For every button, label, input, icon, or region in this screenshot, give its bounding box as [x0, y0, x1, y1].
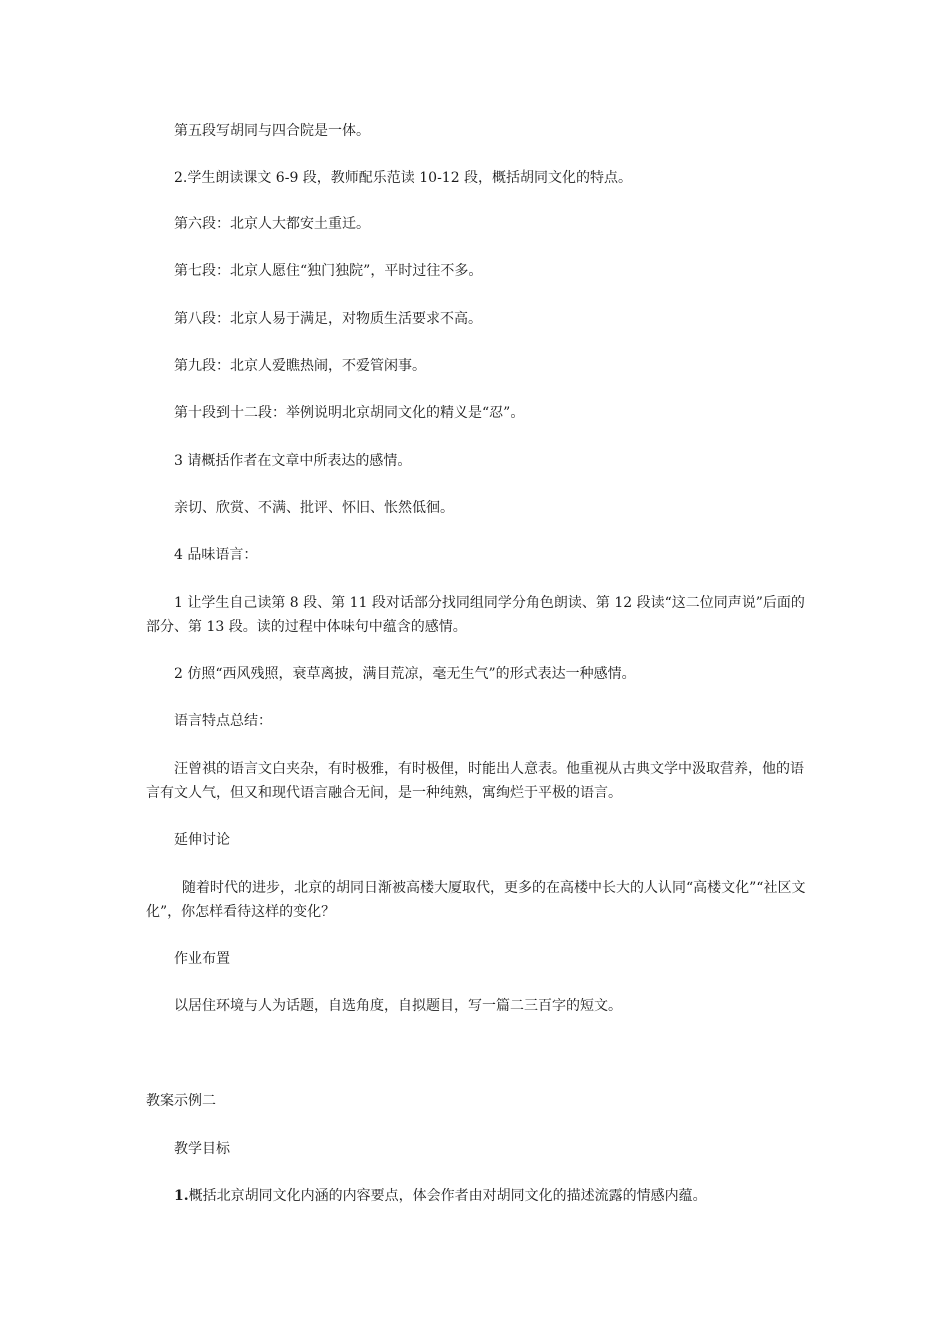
paragraph-language-summary-heading: 语言特点总结：	[174, 713, 272, 729]
paragraph-imitation-task: 2 仿照“西风残照，衰草离披，满目荒凉，毫无生气”的形式表达一种感情。	[174, 666, 636, 682]
paragraph-section8: 第八段：北京人易于满足，对物质生活要求不高。	[174, 311, 482, 327]
section-title-example2: 教案示例二	[146, 1093, 216, 1109]
paragraph-teaching-goals-heading: 教学目标	[174, 1141, 230, 1157]
paragraph-section6: 第六段：北京人大都安土重迁。	[174, 216, 370, 232]
paragraph-emotions: 亲切、欣赏、不满、批评、怀旧、怅然低徊。	[174, 500, 454, 516]
goal-text: 概括北京胡同文化内涵的内容要点，体会作者由对胡同文化的描述流露的情感内蕴。	[188, 1188, 707, 1204]
paragraph-language-summary: 汪曾祺的语言文白夹杂，有时极雅，有时极俚，时能出人意表。他重视从古典文学中汲取营养，他的语言有文人气，但又和现代语言融合无间，是一种纯熟，寓绚烂于平极的语言。	[146, 761, 804, 801]
paragraph-section7: 第七段：北京人愿住“独门独院”，平时过往不多。	[174, 263, 483, 279]
paragraph-section9: 第九段：北京人爱瞧热闹，不爱管闲事。	[174, 358, 426, 374]
goal-number: 1.	[174, 1188, 189, 1204]
paragraph-question3: 3 请概括作者在文章中所表达的感情。	[174, 453, 412, 469]
paragraph-reading-task: 1 让学生自己读第 8 段、第 11 段对话部分找同组同学分角色朗读、第 12 段读“这二位同声说”后面的部分、第 13 段。读的过程中体味句中蕴含的感情。	[146, 595, 805, 635]
paragraph-extension-heading: 延伸讨论	[174, 832, 230, 848]
paragraph-goal-1	[146, 1184, 811, 1208]
paragraph-language-heading: 4 品味语言：	[174, 547, 258, 563]
paragraph-extension-question: 随着时代的进步，北京的胡同日渐被高楼大厦取代，更多的在高楼中长大的人认同“高楼文化”“社区文化”，你怎样看待这样的变化？	[146, 880, 806, 920]
paragraph-section5: 第五段写胡同与四合院是一体。	[174, 123, 370, 139]
paragraph-step2: 2.学生朗读课文 6-9 段，教师配乐范读 10-12 段，概括胡同文化的特点。	[174, 170, 633, 186]
paragraph-section10-12: 第十段到十二段：举例说明北京胡同文化的精义是“忍”。	[174, 405, 525, 421]
paragraph-homework-heading: 作业布置	[174, 951, 230, 967]
paragraph-homework: 以居住环境与人为话题，自选角度，自拟题目，写一篇二三百字的短文。	[174, 998, 622, 1014]
